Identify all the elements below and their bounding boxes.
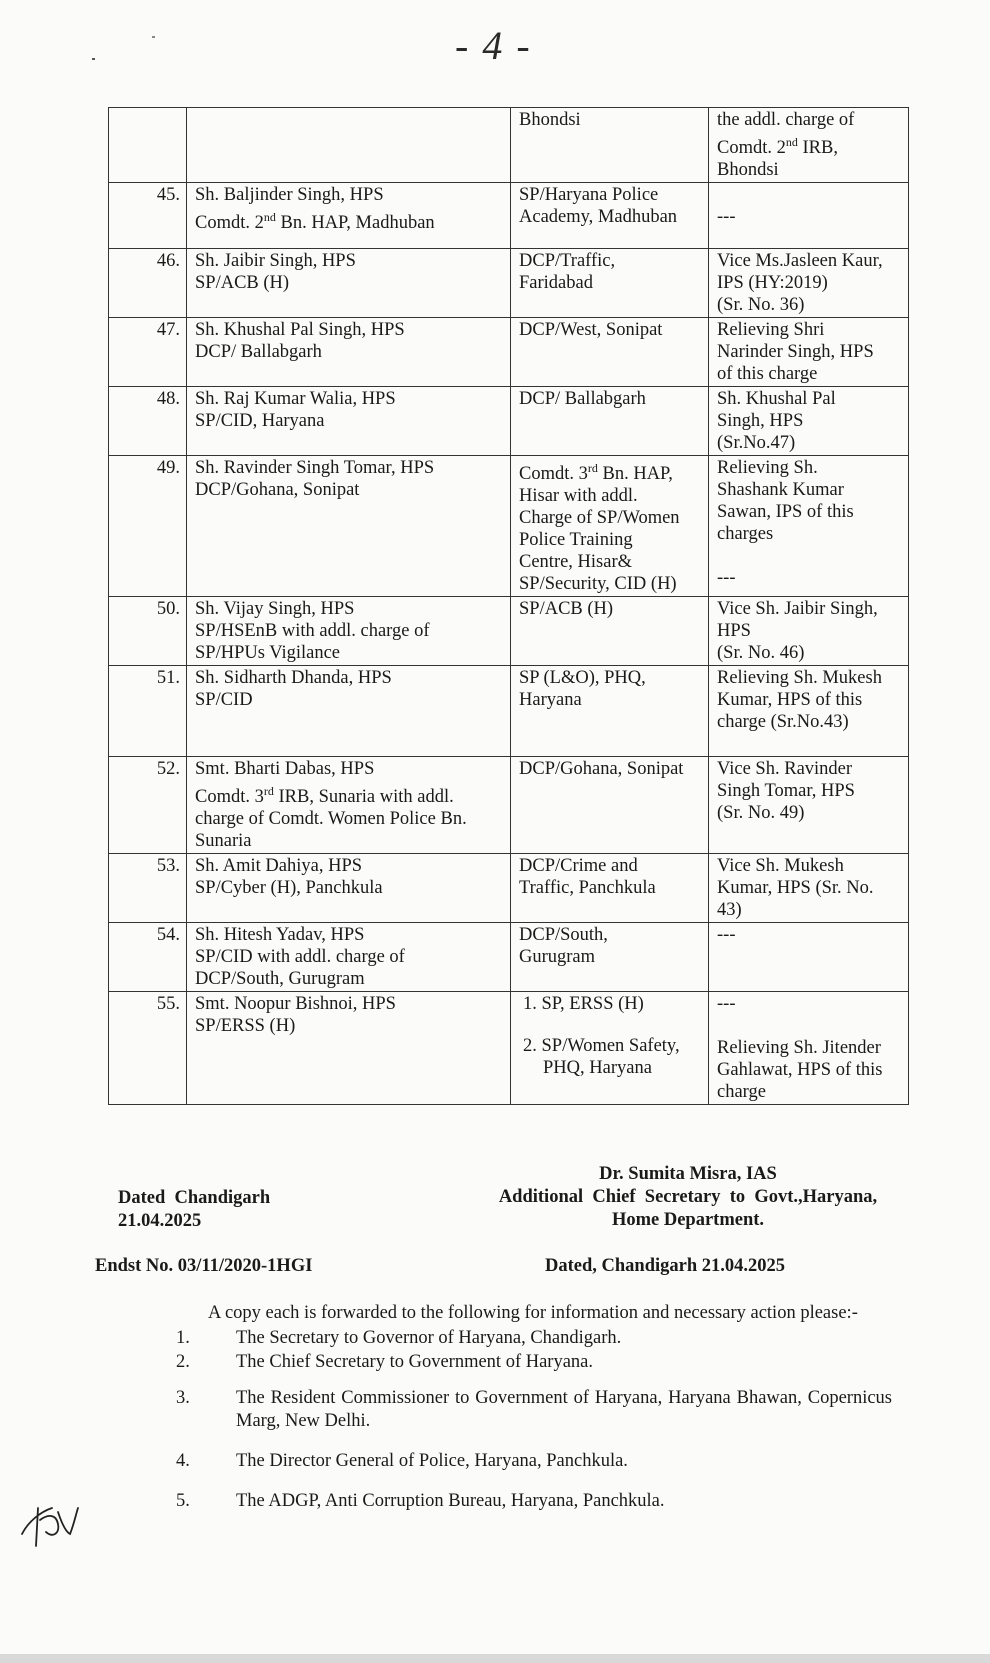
- officer-cell: [187, 854, 511, 923]
- serial-number: 52.: [109, 757, 187, 854]
- remarks-line: Comdt. 2nd IRB,: [717, 135, 838, 159]
- signatory-block: [478, 1163, 898, 1232]
- dated-place: Dated Chandigarh: [118, 1188, 271, 1208]
- posting-line: Comdt. 3rd Bn. HAP,: [519, 461, 673, 485]
- remarks-line: Singh Tomar, HPS: [717, 781, 855, 802]
- posting-line: Hisar with addl.: [519, 486, 638, 507]
- copy-item-text: The Resident Commissioner to Government of Haryana, Haryana Bhawan, Copernicus Marg, New Delhi.: [236, 1388, 892, 1431]
- table-row: [109, 854, 909, 923]
- posting-item: 2. SP/Women Safety, PHQ, Haryana: [523, 1036, 680, 1079]
- posting-line: SP/ACB (H): [519, 599, 614, 620]
- copy-item-text: The Director General of Police, Haryana, Panchkula.: [236, 1451, 628, 1471]
- remarks-line: (Sr.No.47): [717, 433, 796, 454]
- table-row: [109, 387, 909, 456]
- posting-line: Traffic, Panchkula: [519, 878, 656, 899]
- copy-item-number: 5.: [176, 1491, 190, 1511]
- table-row: [109, 597, 909, 666]
- remarks-line: (Sr. No. 49): [717, 803, 805, 824]
- remarks-line: Vice Sh. Jaibir Singh,: [717, 599, 878, 620]
- page-number: - 4 -: [455, 23, 532, 68]
- officer-line: SP/HSEnB with addl. charge of: [195, 621, 430, 642]
- posting-line: SP/Haryana Police: [519, 185, 659, 206]
- posting-line: Haryana: [519, 690, 582, 711]
- remarks-line: [717, 733, 902, 755]
- table-row: [109, 992, 909, 1105]
- remarks-line: Vice Sh. Mukesh: [717, 856, 844, 877]
- posting-line: DCP/West, Sonipat: [519, 320, 663, 341]
- remarks-line: [717, 545, 902, 567]
- posting-line: Police Training: [519, 530, 633, 551]
- remarks-line: (Sr. No. 36): [717, 295, 805, 316]
- remarks-line: ---: [717, 207, 736, 228]
- remarks-cell: [709, 387, 909, 456]
- officer-cell: [187, 666, 511, 757]
- officer-line: SP/CID: [195, 690, 253, 711]
- officer-cell: [187, 183, 511, 249]
- posting-line: DCP/Crime and: [519, 856, 638, 877]
- remarks-line: Bhondsi: [717, 160, 779, 181]
- speck: [152, 36, 155, 38]
- remarks-line: [717, 184, 902, 206]
- table-row: [109, 923, 909, 992]
- remarks-cell: [709, 597, 909, 666]
- posting-item: 1. SP, ERSS (H): [523, 994, 644, 1015]
- posted-to-cell: [511, 108, 709, 183]
- officer-line: Sh. Jaibir Singh, HPS: [195, 251, 356, 272]
- speck: [92, 58, 95, 60]
- table-row: [109, 666, 909, 757]
- officer-line: Smt. Bharti Dabas, HPS: [195, 759, 375, 780]
- officer-line: Sh. Hitesh Yadav, HPS: [195, 925, 365, 946]
- remarks-cell: [709, 923, 909, 992]
- posting-line: DCP/ Ballabgarh: [519, 389, 646, 410]
- posting-line: SP/Security, CID (H): [519, 574, 677, 595]
- remarks-cell: [709, 318, 909, 387]
- officer-cell: [187, 249, 511, 318]
- posting-line: Faridabad: [519, 273, 593, 294]
- remarks-line: Relieving Sh. Mukesh: [717, 668, 882, 689]
- officer-line: Comdt. 2nd Bn. HAP, Madhuban: [195, 210, 435, 234]
- endorsement-number: Endst No. 03/11/2020-1HGI: [95, 1256, 313, 1276]
- endorsement-date: Dated, Chandigarh 21.04.2025: [545, 1256, 786, 1276]
- officer-line: Sh. Amit Dahiya, HPS: [195, 856, 363, 877]
- remarks-line: Singh, HPS: [717, 411, 804, 432]
- posting-line: DCP/Gohana, Sonipat: [519, 759, 684, 780]
- officer-line: SP/ACB (H): [195, 273, 290, 294]
- table-row: [109, 249, 909, 318]
- remarks-line: Sh. Khushal Pal: [717, 389, 836, 410]
- officer-line: Comdt. 3rd IRB, Sunaria with addl.: [195, 784, 454, 808]
- posted-to-cell: [511, 456, 709, 597]
- remarks-line: of this charge: [717, 364, 818, 385]
- posting-line: SP (L&O), PHQ,: [519, 668, 646, 689]
- remarks-line: Narinder Singh, HPS: [717, 342, 874, 363]
- officer-line: Sunaria: [195, 831, 252, 852]
- table-row: [109, 108, 909, 183]
- posted-to-cell: [511, 854, 709, 923]
- copy-item-number: 1.: [176, 1328, 190, 1348]
- officer-line: SP/CID, Haryana: [195, 411, 325, 432]
- officer-line: charge of Comdt. Women Police Bn.: [195, 809, 467, 830]
- remarks-line: HPS: [717, 621, 751, 642]
- remarks-line: Kumar, HPS (Sr. No.: [717, 878, 874, 899]
- serial-number: 48.: [109, 387, 187, 456]
- remarks-line: (Sr. No. 46): [717, 643, 805, 664]
- table-row: [109, 318, 909, 387]
- signatory-department: Home Department.: [611, 1210, 765, 1230]
- officer-cell: [187, 597, 511, 666]
- remarks-cell: [709, 249, 909, 318]
- remarks-line: Relieving Sh.: [717, 458, 818, 479]
- officer-cell: [187, 923, 511, 992]
- officer-cell: [187, 108, 511, 183]
- posting-line: Charge of SP/Women: [519, 508, 680, 529]
- posted-to-cell: [511, 992, 709, 1105]
- remarks-line: ---: [717, 925, 736, 946]
- transfer-table: [108, 107, 909, 1105]
- serial-number: 50.: [109, 597, 187, 666]
- posting-line: Bhondsi: [519, 110, 581, 130]
- posted-to-cell: [511, 757, 709, 854]
- posting-line: DCP/South,: [519, 925, 608, 946]
- dated-date: 21.04.2025: [118, 1211, 202, 1231]
- copy-intro: A copy each is forwarded to the following for information and necessary action please:-: [208, 1303, 858, 1323]
- posted-to-cell: [511, 923, 709, 992]
- officer-line: SP/HPUs Vigilance: [195, 643, 341, 664]
- page-edge: [0, 1654, 990, 1663]
- serial-number: 51.: [109, 666, 187, 757]
- remarks-cell: [709, 854, 909, 923]
- posted-to-cell: [511, 183, 709, 249]
- officer-line: Sh. Raj Kumar Walia, HPS: [195, 389, 396, 410]
- serial-number: [109, 108, 187, 183]
- posting-line: Academy, Madhuban: [519, 207, 678, 228]
- officer-line: DCP/Gohana, Sonipat: [195, 480, 360, 501]
- officer-line: Sh. Khushal Pal Singh, HPS: [195, 320, 405, 341]
- officer-cell: [187, 318, 511, 387]
- officer-line: Sh. Sidharth Dhanda, HPS: [195, 668, 392, 689]
- posted-to-cell: [511, 387, 709, 456]
- remarks-line: Relieving Sh. Jitender: [717, 1038, 881, 1059]
- remarks-line: Vice Sh. Ravinder: [717, 759, 853, 780]
- table-row: [109, 183, 909, 249]
- copy-item-number: 2.: [176, 1352, 190, 1372]
- officer-line: DCP/ Ballabgarh: [195, 342, 322, 363]
- remarks-line: ---: [717, 568, 736, 589]
- officer-line: SP/CID with addl. charge of: [195, 947, 405, 968]
- remarks-line: charges: [717, 524, 774, 545]
- officer-line: DCP/South, Gurugram: [195, 969, 365, 990]
- remarks-line: [717, 1015, 902, 1037]
- officer-line: Sh. Ravinder Singh Tomar, HPS: [195, 458, 435, 479]
- posted-to-cell: [511, 597, 709, 666]
- posted-to-cell: [511, 249, 709, 318]
- serial-number: 55.: [109, 992, 187, 1105]
- table-row: [109, 757, 909, 854]
- officer-line: Sh. Baljinder Singh, HPS: [195, 185, 384, 206]
- remarks-line: ---: [717, 994, 736, 1015]
- posting-line: Centre, Hisar&: [519, 552, 633, 573]
- remarks-line: 43): [717, 900, 742, 921]
- officer-line: SP/ERSS (H): [195, 1016, 296, 1037]
- remarks-cell: [709, 666, 909, 757]
- signatory-designation: Additional Chief Secretary to Govt.,Haryana,: [498, 1187, 878, 1207]
- officer-cell: [187, 456, 511, 597]
- table-row: [109, 456, 909, 597]
- remarks-line: Sawan, IPS of this: [717, 502, 854, 523]
- remarks-line: IPS (HY:2019): [717, 273, 828, 294]
- handwritten-initials: [18, 1494, 82, 1557]
- copy-item-number: 3.: [176, 1388, 190, 1408]
- remarks-cell: [709, 992, 909, 1105]
- officer-line: Sh. Vijay Singh, HPS: [195, 599, 355, 620]
- remarks-cell: [709, 757, 909, 854]
- serial-number: 47.: [109, 318, 187, 387]
- serial-number: 46.: [109, 249, 187, 318]
- copy-item-number: 4.: [176, 1451, 190, 1471]
- serial-number: 53.: [109, 854, 187, 923]
- remarks-line: Relieving Shri: [717, 320, 825, 341]
- remarks-line: charge (Sr.No.43): [717, 712, 849, 733]
- officer-line: Smt. Noopur Bishnoi, HPS: [195, 994, 396, 1015]
- copy-item-text: The ADGP, Anti Corruption Bureau, Haryana, Panchkula.: [236, 1491, 665, 1511]
- serial-number: 54.: [109, 923, 187, 992]
- remarks-cell: [709, 108, 909, 183]
- officer-line: SP/Cyber (H), Panchkula: [195, 878, 383, 899]
- remarks-line: Kumar, HPS of this: [717, 690, 863, 711]
- officer-cell: [187, 992, 511, 1105]
- copy-item-text: The Chief Secretary to Government of Haryana.: [236, 1352, 594, 1372]
- officer-cell: [187, 387, 511, 456]
- posted-to-cell: [511, 318, 709, 387]
- serial-number: 49.: [109, 456, 187, 597]
- copy-item-text: The Secretary to Governor of Haryana, Chandigarh.: [236, 1328, 622, 1348]
- dated-block: [118, 1187, 270, 1233]
- remarks-line: Vice Ms.Jasleen Kaur,: [717, 251, 883, 272]
- serial-number: 45.: [109, 183, 187, 249]
- remarks-cell: [709, 456, 909, 597]
- remarks-line: Gahlawat, HPS of this: [717, 1060, 883, 1081]
- remarks-line: charge: [717, 1082, 766, 1103]
- remarks-line: Shashank Kumar: [717, 480, 844, 501]
- officer-cell: [187, 757, 511, 854]
- posting-line: Gurugram: [519, 947, 596, 968]
- signatory-name: Dr. Sumita Misra, IAS: [599, 1164, 777, 1184]
- remarks-line: the addl. charge of: [717, 110, 855, 130]
- posted-to-cell: [511, 666, 709, 757]
- posting-line: DCP/Traffic,: [519, 251, 616, 272]
- remarks-cell: [709, 183, 909, 249]
